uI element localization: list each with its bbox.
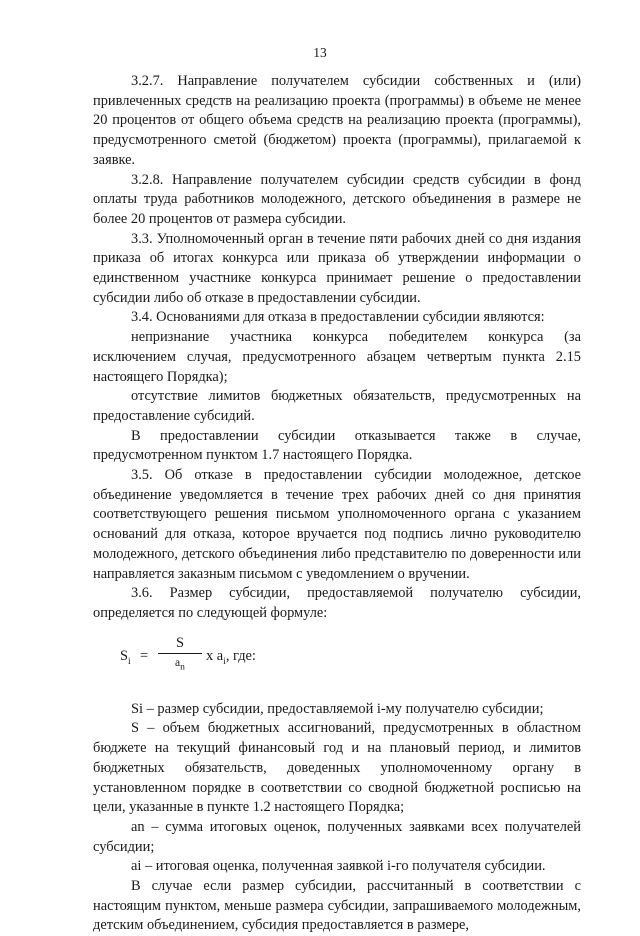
definition-ai: ai – итоговая оценка, полученная заявкой i-го получателя субсидии.: [131, 858, 546, 875]
formula-denominator-subscript: n: [180, 660, 185, 672]
refusal-reason-2: отсутствие лимитов бюджетных обязательств, предусмотренных на предоставление субсидий.: [93, 388, 581, 424]
formula-lhs-subscript: i: [128, 656, 131, 667]
formula-suffix: , где:: [225, 647, 256, 664]
subsidy-formula: [93, 634, 581, 686]
paragraph-case-less: В случае если размер субсидии, рассчитанный в соответствии с настоящим пунктом, меньше размера субсидии, запрашиваемого молодежным, детским объединением, субсидия предоставляется в размере,: [93, 878, 581, 934]
formula-equals: =: [140, 647, 149, 664]
refusal-reason-3: В предоставлении субсидии отказывается также в случае, предусмотренном пунктом 1.7 настоящего Порядка.: [93, 427, 581, 464]
paragraph-3-2-7: 3.2.7. Направление получателем субсидии собственных и (или) привлеченных средств на реализацию проекта (программы) в объеме не менее 20 процентов от общего объема средств на реализацию проекта (программы), предусмотренного сметой (бюджетом) проекта (программы), прилагаемой к заявке.: [93, 73, 581, 168]
document-body: [93, 72, 581, 936]
formula-times-subscript: i: [223, 656, 226, 667]
formula-denominator: [158, 656, 202, 674]
paragraph-3-5: 3.5. Об отказе в предоставлении субсидии молодежное, детское объединение уведомляется в течение трех рабочих дней со дня принятия соответствующего решения письмом уполномоченного органа с указанием оснований для отказа, которое вручается под подпись лично руководителю молодежного, детского объединения либо представителю по доверенности или направляется заказным письмом с уведомлением о вручении.: [93, 467, 581, 582]
paragraph-3-6: 3.6. Размер субсидии, предоставляемой получателю субсидии, определяется по следующей формуле:: [93, 585, 581, 621]
refusal-reason-1: непризнание участника конкурса победителем конкурса (за исключением случая, предусмотренного абзацем четвертым пункта 2.15 настоящего Порядка);: [93, 329, 581, 385]
formula-times: x a: [206, 647, 224, 664]
formula-lhs-symbol: S: [120, 647, 129, 664]
fraction-bar: [158, 653, 202, 654]
formula-denominator-symbol: a: [175, 656, 181, 669]
formula-multiplier: [206, 647, 256, 673]
paragraph-3-4: 3.4. Основаниями для отказа в предоставлении субсидии являются:: [131, 309, 545, 326]
definition-si: Si – размер субсидии, предоставляемой i-му получателю субсидии;: [131, 700, 544, 717]
definition-an: an – сумма итоговых оценок, полученных заявками всех получателей субсидии;: [93, 818, 581, 855]
formula-lhs: [120, 647, 131, 673]
page-number: 13: [313, 45, 327, 60]
paragraph-3-2-8: 3.2.8. Направление получателем субсидии средств субсидии в фонд оплаты труда работников молодежного, детского объединения в размере не более 20 процентов от размера субсидии.: [93, 171, 581, 227]
definition-s: S – объем бюджетных ассигнований, предусмотренных в областном бюджете на текущий финансовый год и на плановый период, и лимитов бюджетных обязательств, доведенных уполномоченному органу в установленном порядке в соответствии со сводной бюджетной росписью на цели, указанные в пункте 1.2 настоящего Порядка;: [93, 720, 581, 816]
formula-fraction: [158, 634, 202, 674]
paragraph-3-3: 3.3. Уполномоченный орган в течение пяти рабочих дней со дня издания приказа об итогах конкурса или приказа об утверждении информации о единственном участнике конкурса принимает решение о предоставлении субсидии либо об отказе в предоставлении субсидии.: [93, 230, 581, 306]
formula-numerator: S: [175, 634, 184, 651]
